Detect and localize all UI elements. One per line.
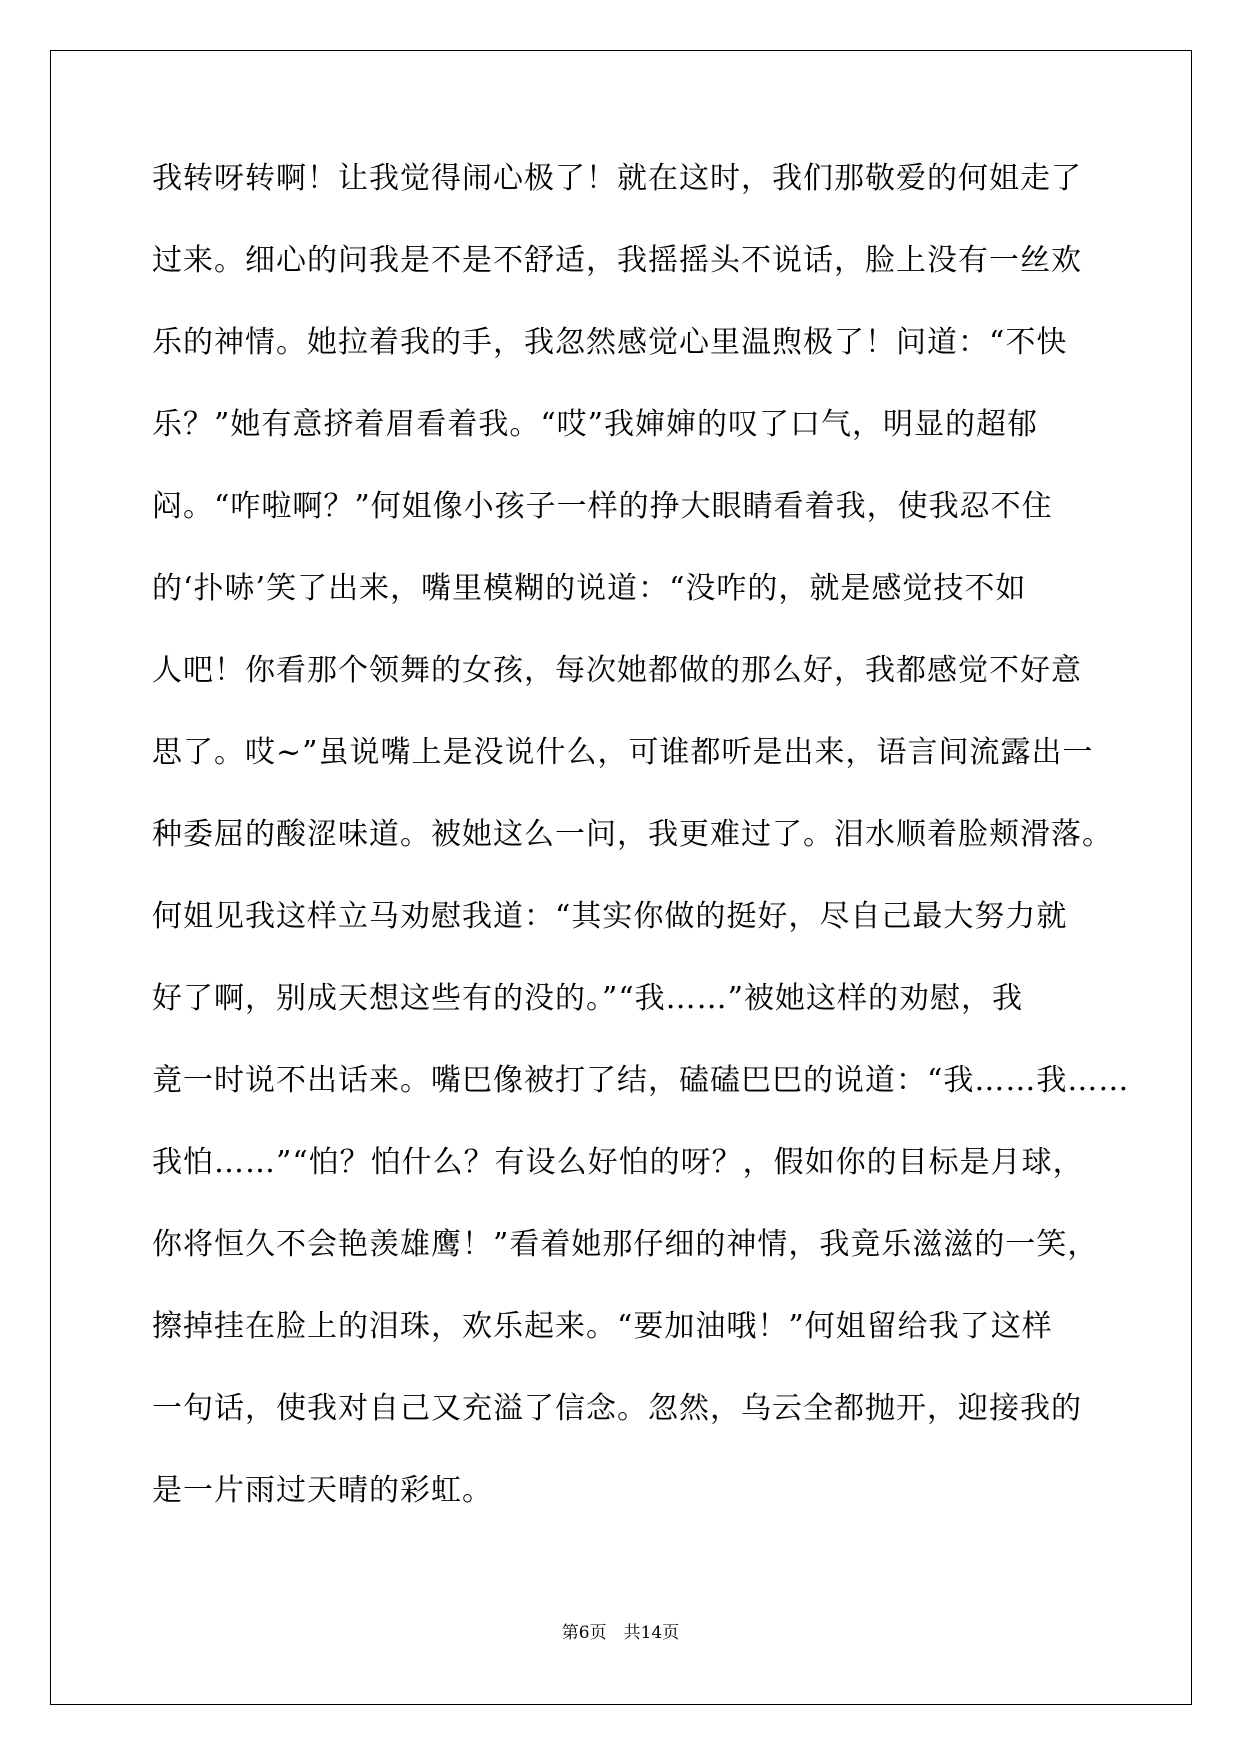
text-line: 思了。哎~”虽说嘴上是没说什么，可谁都听是出来，语言间流露出一	[152, 735, 1094, 770]
text-line: 过来。细心的问我是不是不舒适，我摇摇头不说话，脸上没有一丝欢	[152, 243, 1082, 278]
text-line: 好了啊，别成天想这些有的没的。”“我……”被她这样的劝慰，我	[152, 981, 1024, 1016]
text-line: 一句话，使我对自己又充溢了信念。忽然，乌云全都抛开，迎接我的	[152, 1391, 1082, 1426]
text-line: 我怕……”“怕？怕什么？有设么好怕的呀？，假如你的目标是月球，	[152, 1145, 1084, 1180]
text-line: 我转呀转啊！让我觉得闹心极了！就在这时，我们那敬爱的何姐走了	[152, 161, 1082, 196]
text-line: 是一片雨过天晴的彩虹。	[152, 1473, 493, 1508]
text-line: 乐的神情。她拉着我的手，我忽然感觉心里温煦极了！问道：“不快	[152, 325, 1068, 360]
text-line: 种委屈的酸涩味道。被她这么一问，我更难过了。泪水顺着脸颊滑落。	[152, 817, 1113, 852]
text-line: 擦掉挂在脸上的泪珠，欢乐起来。“要加油哦！”何姐留给我了这样	[152, 1309, 1053, 1344]
page-number-footer: 第6页 共14页	[561, 1623, 680, 1643]
text-line: 闷。“咋啦啊？”何姐像小孩子一样的挣大眼睛看着我，使我忍不住	[152, 489, 1053, 524]
text-line: 的‘扑哧’笑了出来，嘴里模糊的说道：“没咋的，就是感觉技不如	[152, 571, 1027, 606]
text-line: 何姐见我这样立马劝慰我道：“其实你做的挺好，尽自己最大努力就	[152, 899, 1068, 934]
text-line: 你将恒久不会艳羡雄鹰！”看着她那仔细的神情，我竟乐滋滋的一笑，	[152, 1227, 1099, 1262]
body-text	[152, 161, 1130, 1558]
text-line: 乐？”她有意挤着眉看着我。“哎”我婶婶的叹了口气，明显的超郁	[152, 407, 1039, 442]
text-line: 人吧！你看那个领舞的女孩，每次她都做的那么好，我都感觉不好意	[152, 653, 1082, 688]
text-line: 竟一时说不出话来。嘴巴像被打了结，磕磕巴巴的说道：“我……我……	[152, 1063, 1130, 1098]
